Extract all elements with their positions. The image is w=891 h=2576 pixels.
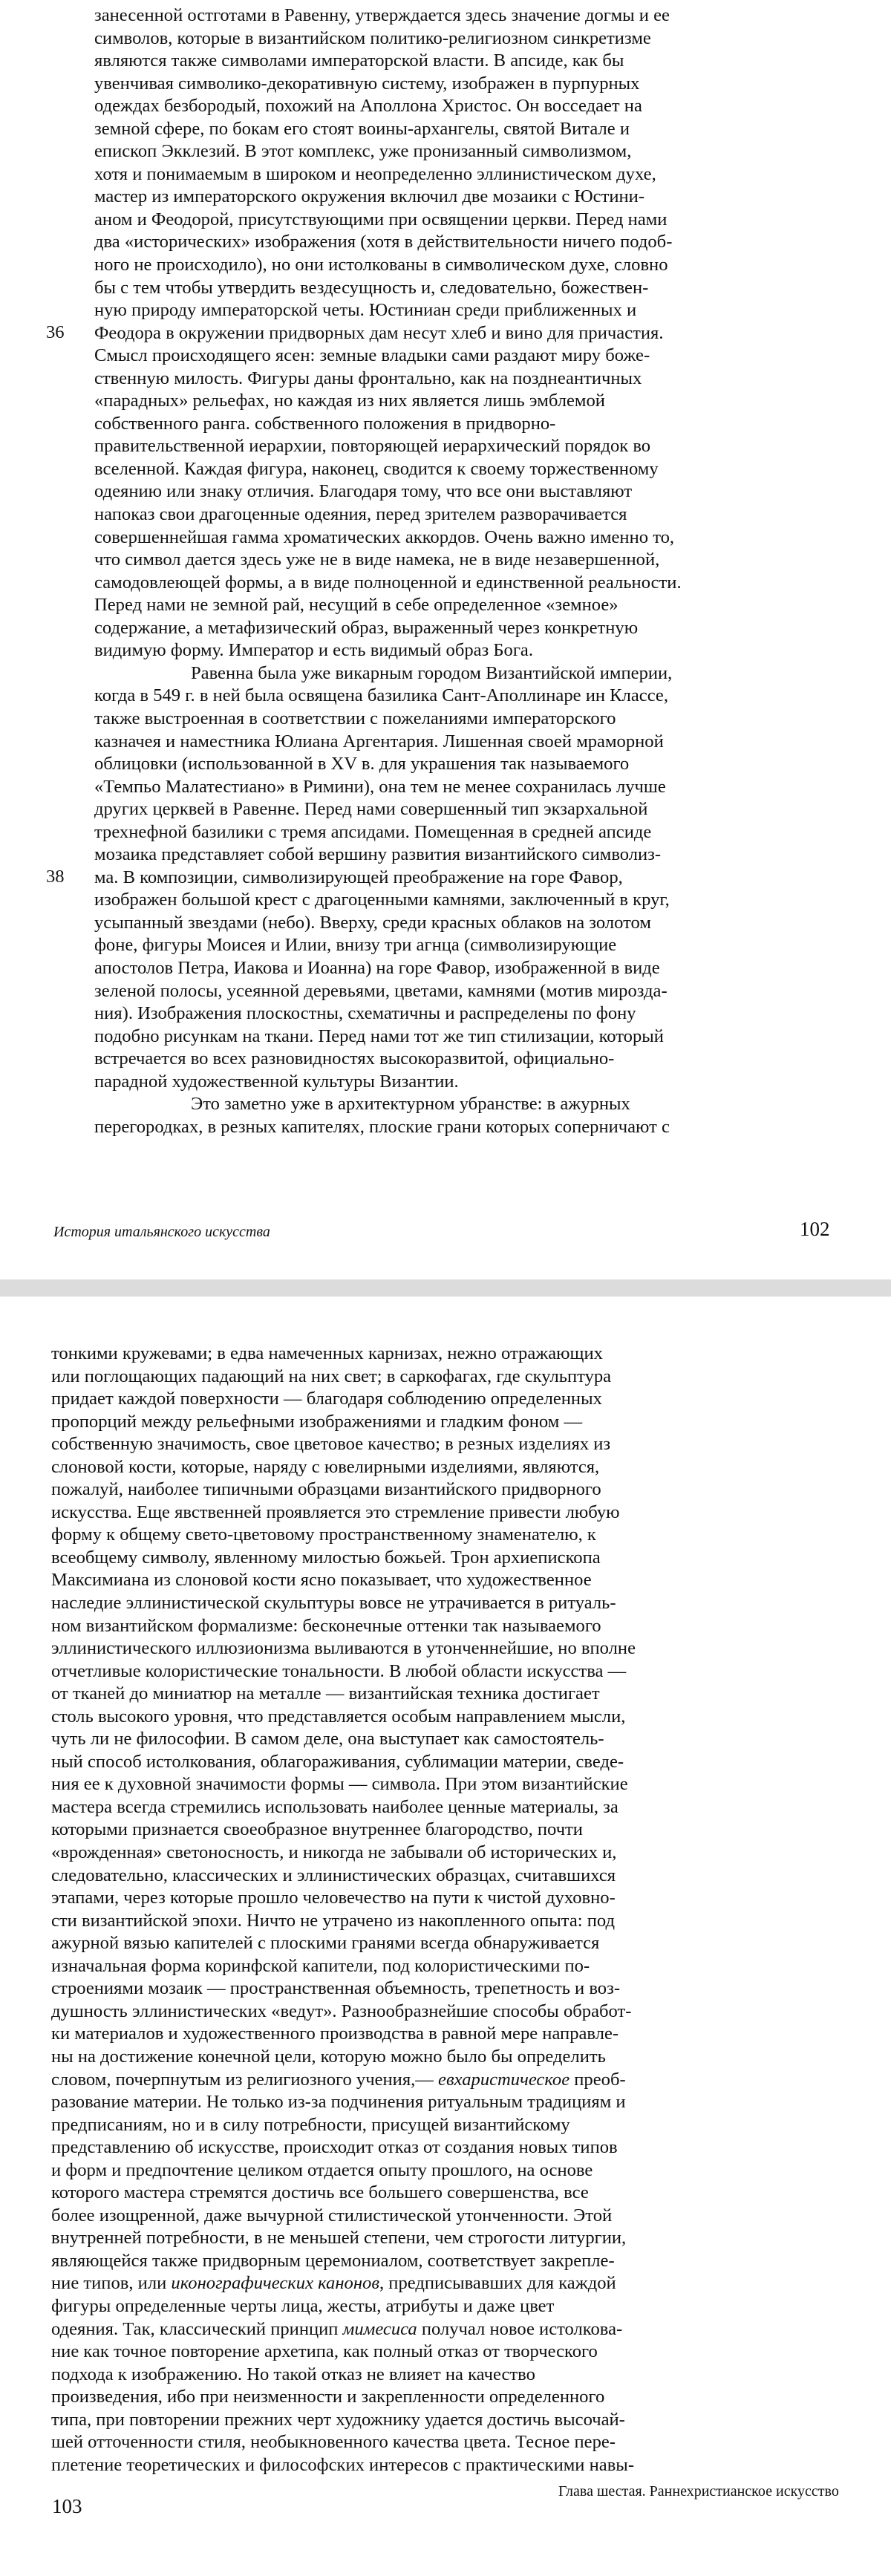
running-footer-chapter-title: Глава шестая. Раннехристианское искусство xyxy=(558,2483,839,2500)
text-line: подобно рисункам на ткани. Перед нами тот же тип стилизации, который xyxy=(94,1025,664,1046)
text-segment: чуть ли не философии. В самом деле, она выступает как самостоятель- xyxy=(51,1729,604,1750)
text-line xyxy=(51,2431,794,2454)
text-segment: или поглощающих падающий на них свет; в саркофагах, где скульптура xyxy=(51,1366,612,1386)
text-line xyxy=(51,2386,794,2409)
text-line: мастер из императорского окружения включил две мозаики с Юстини- xyxy=(94,186,645,207)
text-line: бы с тем чтобы утвердить вездесущность и, следовательно, божествен- xyxy=(94,277,649,298)
text-line: увенчивая символико-декоративную систему, изображен в пурпурных xyxy=(94,73,640,94)
text-line xyxy=(51,1660,794,1683)
text-line xyxy=(51,1751,794,1774)
text-line xyxy=(51,2227,794,2250)
text-segment: столь высокого уровня, что представляется особым направлением мысли, xyxy=(51,1706,626,1726)
text-line: также выстроенная в соответствии с пожеланиями императорского xyxy=(94,708,616,728)
text-line xyxy=(51,1865,794,1888)
text-line: трехнефной базилики с тремя апсидами. Помещенная в средней апсиде xyxy=(94,821,652,842)
text-segment: слоновой кости, которые, наряду с ювелирными изделиями, являются, xyxy=(51,1456,600,1477)
running-footer-book-title: История итальянского искусства xyxy=(53,1224,270,1240)
text-segment: мастера всегда стремились использовать наиболее ценные материалы, за xyxy=(51,1796,619,1817)
text-line: ния). Изображения плоскостны, схематичны и распределены по фону xyxy=(94,1003,636,1024)
text-line: вселенной. Каждая фигура, наконец, сводится к своему торжественному xyxy=(94,458,659,479)
text-line xyxy=(51,2069,794,2092)
text-line: зеленой полосы, усеянной деревьями, цветами, камнями (мотив мирозда- xyxy=(94,980,668,1001)
text-segment: строениями мозаик — пространственная объемность, трепетность и воз- xyxy=(51,1978,621,1999)
text-segment: ном византийском формализме: бесконечные оттенки так называемого xyxy=(51,1615,601,1636)
page-number: 102 xyxy=(800,1218,830,1240)
text-line: что символ дается здесь уже не в виде намека, не в виде незавершенной, xyxy=(94,550,660,570)
text-segment: произведения, ибо при неизменности и закрепленности определенного xyxy=(51,2387,605,2407)
text-line xyxy=(51,1547,794,1570)
text-line xyxy=(51,2250,794,2273)
text-segment: Максимиана из слоновой кости ясно показывает, что художественное xyxy=(51,1570,592,1591)
text-line xyxy=(51,2295,794,2318)
text-segment: , предписывавших для каждой xyxy=(379,2273,616,2294)
text-line: встречается во всех разновидностях высокоразвитой, официально- xyxy=(94,1049,615,1069)
text-line: два «исторических» изображения (хотя в действительности ничего подоб- xyxy=(94,232,673,252)
text-segment: пропорций между рельефными изображениями и гладким фоном — xyxy=(51,1411,583,1432)
text-line: напоказ свои драгоценные одеяния, перед зрителем разворачивается xyxy=(94,504,627,525)
text-segment: форму к общему свето-цветовому пространственному знаменателю, к xyxy=(51,1525,596,1545)
text-segment: внутренней потребности, в не меньшей степени, чем строгости литургии, xyxy=(51,2228,627,2249)
text-line: хотя и понимаемым в широком и неопределенно эллинистическом духе, xyxy=(94,163,656,184)
page-103 xyxy=(0,1297,891,2576)
text-line xyxy=(51,2409,794,2432)
text-line: «парадных» рельефах, но каждая из них является лишь эмблемой xyxy=(94,391,605,411)
text-line xyxy=(51,2205,794,2228)
text-line xyxy=(51,1819,794,1842)
text-line: казначея и наместника Юлиана Аргентария. Лишенная своей мраморной xyxy=(94,731,664,751)
text-line xyxy=(51,1366,794,1389)
text-line: являются также символами императорской власти. В апсиде, как бы xyxy=(94,50,624,71)
text-segment: представлению об искусстве, происходит отказ от создания новых типов xyxy=(51,2137,618,2158)
text-segment: более изощренной, даже вычурной стилистической утонченности. Этой xyxy=(51,2205,613,2226)
text-line: занесенной остготами в Равенну, утверждается здесь значение догмы и ее xyxy=(94,5,670,25)
text-line: ма. В композиции, символизирующей преображение на горе Фавор, xyxy=(94,867,623,887)
text-line xyxy=(51,1592,794,1615)
text-line xyxy=(51,1433,794,1456)
text-segment: собственную значимость, свое цветовое качество; в резных изделиях из xyxy=(51,1434,611,1455)
text-line xyxy=(51,2182,794,2205)
text-line: мозаика представляет собой вершину развития византийского символиз- xyxy=(94,844,662,865)
text-segment: эллинистического иллюзионизма выливаются в утонченнейшие, но вполне xyxy=(51,1638,636,1659)
text-line xyxy=(51,2136,794,2159)
text-line xyxy=(51,1343,794,1366)
text-segment: преоб- xyxy=(569,2069,626,2090)
text-line: правительственной иерархии, повторяющей иерархический порядок во xyxy=(94,436,651,457)
text-segment: ны на достижение конечной цели, которую можно было бы определить xyxy=(51,2046,606,2067)
text-segment: отчетливые колористические тональности. В любой области искусства — xyxy=(51,1660,627,1681)
text-line: земной сфере, по бокам его стоят воины-архангелы, святой Витале и xyxy=(94,118,630,139)
text-segment: подхода к изображению. Но такой отказ не влияет на качество xyxy=(51,2364,535,2384)
text-line xyxy=(51,1637,794,1660)
text-segment: от тканей до миниатюр на металле — византийская техника достигает xyxy=(51,1683,600,1704)
text-line: изображен большой крест с драгоценными камнями, заключенный в круг, xyxy=(94,890,670,910)
text-line: других церквей в Равенне. Перед нами совершенный тип экзархальной xyxy=(94,799,648,820)
text-line: Смысл происходящего ясен: земные владыки сами раздают миру боже- xyxy=(94,345,650,366)
text-segment: получал новое истолкова- xyxy=(417,2318,623,2339)
text-line xyxy=(51,1773,794,1796)
page-103-body-text xyxy=(51,1343,794,2476)
text-line xyxy=(51,1842,794,1865)
text-line xyxy=(51,1910,794,1933)
margin-number-36: 36 xyxy=(46,322,65,342)
text-segment: ки материалов и художественного производства в равной мере направле- xyxy=(51,2024,619,2044)
text-line: ственную милость. Фигуры даны фронтально, как на позднеантичных xyxy=(94,368,642,388)
text-line: символов, которые в византийском политико-религиозном синкретизме xyxy=(94,27,651,48)
text-line: одеянию или знаку отличия. Благодаря тому, что все они выставляют xyxy=(94,481,633,502)
text-line: когда в 549 г. в ней была освящена базилика Сант-Аполлинаре ин Классе, xyxy=(94,685,668,706)
text-segment: этапами, через которые прошло человечество на пути к чистой духовно- xyxy=(51,1888,616,1908)
text-line xyxy=(51,1501,794,1525)
page-102-body-text xyxy=(94,4,763,1138)
text-line xyxy=(51,2114,794,2137)
text-segment: одеяния. Так, классический принцип xyxy=(51,2318,343,2339)
text-line xyxy=(51,2341,794,2364)
text-segment: словом, почерпнутым из религиозного учения,— xyxy=(51,2069,439,2090)
text-segment: ажурной вязью капителей с плоскими гранями всегда обнаруживается xyxy=(51,1933,600,1954)
italic-term: мимесиса xyxy=(342,2318,417,2339)
text-line xyxy=(51,1932,794,1955)
text-line: собственного ранга. собственного положения в придворно- xyxy=(94,413,556,434)
text-segment: наследие эллинистической скульптуры вовсе не утрачивается в ритуаль- xyxy=(51,1593,616,1614)
text-line xyxy=(51,1478,794,1501)
text-line: ного не происходило), но они истолкованы в символическом духе, словно xyxy=(94,255,668,275)
text-line xyxy=(51,1456,794,1479)
text-line: содержание, а метафизический образ, выраженный через конкретную xyxy=(94,617,639,638)
text-line xyxy=(51,2364,794,2387)
margin-number-38: 38 xyxy=(46,867,65,887)
text-line xyxy=(51,1388,794,1411)
text-line: Это заметно уже в архитектурном убранстве: в ажурных xyxy=(191,1094,630,1115)
text-line: облицовки (использованной в XV в. для украшения так называемого xyxy=(94,754,630,775)
text-segment: разование материи. Не только из-за подчинения ритуальным традициям и xyxy=(51,2092,626,2113)
text-segment: тонкими кружевами; в едва намеченных карнизах, нежно отражающих xyxy=(51,1343,603,1363)
text-line xyxy=(51,1683,794,1706)
text-segment: и форм и предпочтение целиком отдается опыту прошлого, на основе xyxy=(51,2159,593,2180)
text-line xyxy=(51,1615,794,1638)
text-segment: плетение теоретических и философских интересов с практическими навы- xyxy=(51,2454,635,2475)
text-line: апостолов Петра, Иакова и Иоанна) на горе Фавор, изображенной в виде xyxy=(94,957,660,978)
text-segment: предписаниям, но и в силу потребности, присущей византийскому xyxy=(51,2114,570,2135)
text-line xyxy=(51,1524,794,1547)
text-segment: душность эллинистических «ведут». Разнообразнейшие способы обработ- xyxy=(51,2001,632,2021)
text-line xyxy=(51,2023,794,2046)
italic-term: иконографических канонов xyxy=(171,2273,379,2294)
text-segment: ный способ истолкования, облагораживания, сублимации материи, сведе- xyxy=(51,1751,624,1772)
text-line xyxy=(51,2159,794,2182)
text-line: ную природу императорской четы. Юстиниан среди приближенных и xyxy=(94,300,637,321)
text-segment: которого мастера стремятся достичь все большего совершенства, все xyxy=(51,2182,589,2203)
text-line xyxy=(51,2046,794,2069)
page-number: 103 xyxy=(52,2495,82,2517)
text-line: перегородках, в резных капителях, плоские грани которых соперничают с xyxy=(94,1116,670,1137)
text-line: аном и Феодорой, присутствующими при освящении церкви. Перед нами xyxy=(94,209,668,229)
text-segment: ние типов, или xyxy=(51,2273,172,2294)
text-segment: ние как точное повторение архетипа, как полный отказ от творческого xyxy=(51,2341,598,2362)
italic-term: евхаристическое xyxy=(438,2069,570,2090)
text-line xyxy=(51,1977,794,2001)
text-line: видимую форму. Император и есть видимый образ Бога. xyxy=(94,640,533,661)
text-line xyxy=(51,1411,794,1434)
text-line xyxy=(51,2001,794,2024)
text-segment: всеобщему символу, явленному милостью божьей. Трон архиепископа xyxy=(51,1547,601,1568)
text-line: епископ Экклезий. В этот комплекс, уже пронизанный символизмом, xyxy=(94,141,632,162)
text-segment: которыми признается своеобразное внутреннее благородство, почти xyxy=(51,1819,583,1840)
text-line xyxy=(51,1955,794,1978)
page-102 xyxy=(0,0,891,1279)
page-separator xyxy=(0,1279,891,1297)
text-line: Феодора в окружении придворных дам несут хлеб и вино для причастия. xyxy=(94,322,664,343)
text-line: усыпанный звездами (небо). Вверху, среди красных облаков на золотом xyxy=(94,912,651,933)
text-line xyxy=(51,1706,794,1729)
text-segment: пожалуй, наиболее типичными образцами византийского придворного xyxy=(51,1479,601,1500)
text-line: самодовлеющей формы, а в виде полноценной и единственной реальности. xyxy=(94,572,682,593)
text-segment: фигуры определенные черты лица, жесты, атрибуты и даже цвет xyxy=(51,2295,555,2316)
text-segment: придает каждой поверхности — благодаря соблюдению определенных xyxy=(51,1389,602,1409)
text-segment: искусства. Еще явственней проявляется это стремление привести любую xyxy=(51,1501,620,1522)
text-line: совершеннейшая гамма хроматических аккордов. Очень важно именно то, xyxy=(94,526,675,547)
text-segment: шей отточенности стиля, необыкновенного качества цвета. Тесное пере- xyxy=(51,2432,616,2453)
text-line: фоне, фигуры Моисея и Илии, внизу три агнца (символизирующие xyxy=(94,935,617,956)
text-line xyxy=(51,1728,794,1751)
text-segment: сти византийской эпохи. Ничто не утрачено из накопленного опыта: под xyxy=(51,1910,616,1931)
text-line xyxy=(51,2454,794,2477)
text-line: «Темпьо Малатестиано» в Римини), она тем не менее сохранилась лучше xyxy=(94,776,666,797)
text-segment: следовательно, классических и эллинистических образцах, считавшихся xyxy=(51,1865,616,1885)
text-line: Равенна была уже викарным городом Византийской империи, xyxy=(191,662,673,683)
text-line: одеждах безбородый, похожий на Аполлона Христос. Он восседает на xyxy=(94,96,642,117)
text-line: парадной художественной культуры Византии. xyxy=(94,1071,459,1092)
text-line xyxy=(51,1796,794,1819)
text-segment: «врожденная» светоносность, и никогда не забывали об исторических и, xyxy=(51,1842,617,1863)
text-line xyxy=(51,1569,794,1592)
text-segment: являющейся также придворным церемониалом, соответствует закрепле- xyxy=(51,2250,615,2271)
text-line xyxy=(51,2272,794,2295)
text-line: Перед нами не земной рай, несущий в себе определенное «земное» xyxy=(94,595,619,616)
text-segment: типа, при повторении прежних черт художнику удается достичь высочай- xyxy=(51,2409,625,2430)
text-segment: ния ее к духовной значимости формы — символа. При этом византийские xyxy=(51,1774,628,1795)
text-line xyxy=(51,2318,794,2341)
text-segment: изначальная форма коринфской капители, под колористическими по- xyxy=(51,1955,590,1976)
text-line xyxy=(51,2091,794,2114)
text-line xyxy=(51,1887,794,1910)
